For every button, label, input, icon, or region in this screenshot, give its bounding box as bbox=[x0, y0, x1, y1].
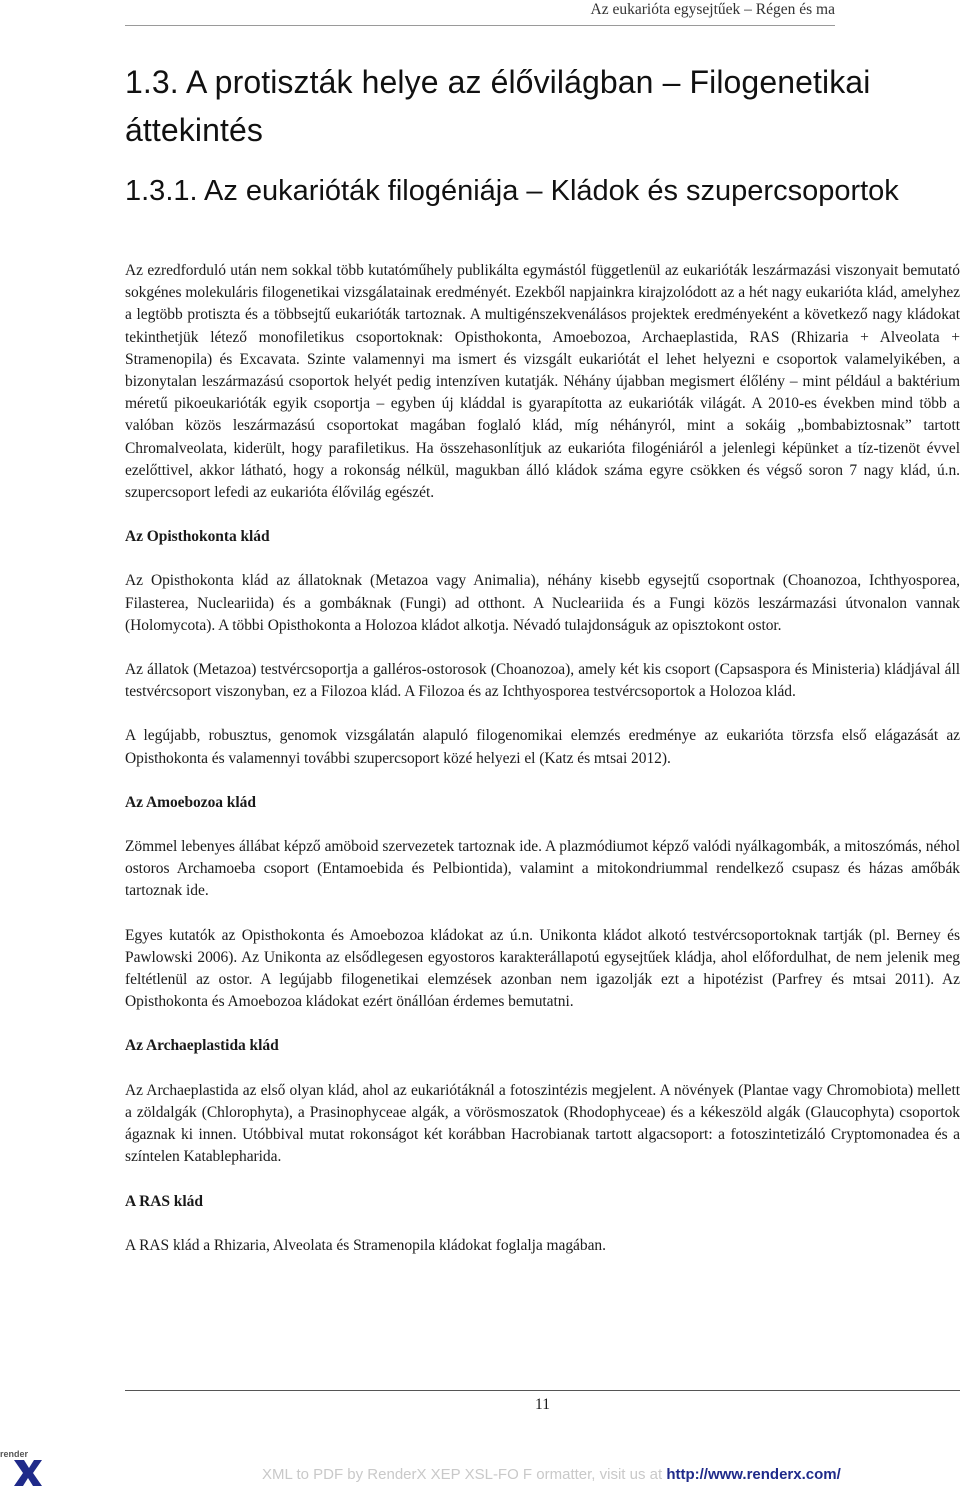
opisthokonta-paragraph-2: Az állatok (Metazoa) testvércsoportja a galléros-ostorosok (Choanozoa), amely két kis csoport (Capsaspora és Ministeria) kládjával áll testvércsoport viszonyban, ez a Filozoa klád. A Filozoa és az Ichthyosporea testvércsoportok a Holozoa klád. bbox=[125, 661, 960, 701]
renderx-footer bbox=[262, 1466, 841, 1483]
opisthokonta-heading: Az Opisthokonta klád bbox=[125, 528, 270, 546]
opisthokonta-paragraph-1: Az Opisthokonta klád az állatoknak (Metazoa vagy Animalia), néhány kisebb egysejtű csoportnak (Choanozoa, Ichthyosporea, Filasterea, Nucleariida) és a gombáknak (Fungi) ad otthont. A Nucleariida és a Fungi közös leszármazási útvonalon vannak (Holomycota). A többi Opisthokonta a Holozoa kládot alkotja. Névadó tulajdonságuk az opisztokont ostor. bbox=[125, 572, 960, 634]
page-number: 11 bbox=[535, 1396, 550, 1413]
ras-heading: A RAS klád bbox=[125, 1192, 203, 1210]
amoebozoa-heading: Az Amoebozoa klád bbox=[125, 793, 256, 811]
section-heading: 1.3. A protiszták helye az élővilágban – Filogenetikai áttekintés bbox=[125, 64, 871, 148]
document-body bbox=[125, 260, 960, 1257]
intro-paragraph: Az ezredforduló után nem sokkal több kutatóműhely publikálta egymástól függetlenül az eukarióták leszármazási viszonyait bemutató sokgénes molekuláris filogenetikai vizsgálatainak eredményét. Ezekből napjainkra kirajzolódott az a hét nagy eukarióta klád, amelyhez a legtöbb protiszta és a többsejtű eukarióták tartoznak. A multigénszekvenálásos projektek eredményeként a következő nagy kládokat tekinthetjük létező monofiletikus csoportoknak: Opisthokonta, Amoebozoa, Archaeplastida, RAS (Rhizaria + Alveolata + Stramenopila) és Excavata. Szinte valamennyi ma ismert és vizsgált eukariótát el lehet helyezni e csoportok valamelyikében, a bizonytalan leszármazású csoportok helyét pedig intenzíven kutatják. Néhány újabban megismert élőlény – mint például a baktérium méretű pikoeukarióták egyik csoportja – egyben új kláddal is gyarapította az eukarióták világát. A 2010-es években mind több a valóban közös leszármazású csoportokat magában foglaló klád, míg néhányról, mint a sokáig „bombabiztosnak” tartott Chromalveolata, kiderült, hogy parafiletikus. Ha összehasonlítjuk az eukarióta filogéniáról a jelenlegi képünket a tíz-tizenöt évvel ezelőttivel, akkor látható, hogy a rokonság nélkül, magukban álló kládok száma egyre csökken és végső soron 7 nagy klád, ú.n. szupercsoport lefedi az eukarióta élővilág egészét. bbox=[125, 262, 960, 502]
amoebozoa-paragraph-1: Zömmel lebenyes állábat képző amöboid szervezetek tartoznak ide. A plazmódiumot képző valódi nyálkagombák, a mitoszómás, néhol ostoros Archamoeba csoport (Entamoebida és Pelbiontida), valamint a mitokondriummal rendelkező csupasz és házas amőbák tartoznak ide. bbox=[125, 838, 960, 900]
archaeplastida-heading: Az Archaeplastida klád bbox=[125, 1037, 279, 1055]
opisthokonta-paragraph-3: A legújabb, robusztus, genomok vizsgálatán alapuló filogenomikai elemzés eredménye az eukarióta törzsfa első elágazását az Opisthokonta és valamennyi további szupercsoport közé helyezi el (Katz és mtsai 2012). bbox=[125, 727, 960, 767]
amoebozoa-paragraph-2: Egyes kutatók az Opisthokonta és Amoebozoa kládokat az ú.n. Unikonta kládot alkotó testvércsoportoknak tartják (pl. Berney és Pawlowski 2006). Az Unikonta az elsődlegesen egyostoros karakterállapotú egysejtűek kládja, ahol előfordulhat, de nem jelenik meg feltétlenül az ostor. A legújabb filogenetikai elemzések azonban nem igazolják ezt a hipotézist (Parfrey és mtsai 2011). Az Opisthokonta és Amoebozoa kládokat ezért önállóan érdemes bemutatni. bbox=[125, 926, 960, 1011]
running-title: Az eukarióta egysejtűek – Régen és ma bbox=[590, 1, 835, 18]
renderx-logo bbox=[0, 1448, 42, 1486]
renderx-link[interactable]: http://www.renderx.com/ bbox=[666, 1466, 841, 1483]
subsection-heading: 1.3.1. Az eukarióták filogéniája – Kládok és szupercsoportok bbox=[125, 175, 899, 207]
running-header bbox=[125, 0, 835, 26]
renderx-logo-icon bbox=[0, 1448, 42, 1486]
renderx-footer-text: XML to PDF by RenderX XEP XSL-FO F ormatter, visit us at bbox=[262, 1466, 663, 1483]
archaeplastida-paragraph-1: Az Archaeplastida az első olyan klád, ahol az eukariótáknál a fotoszintézis megjelent. A növények (Plantae vagy Chromobiota) mellett a zöldalgák (Chlorophyta), a Prasinophyceae algák, a vörösmoszatok (Rhodophyceae) és a kékeszöld algák (Glaucophyta) csoportok ágaznak ki innen. Utóbbival mutat rokonságot két korábban Hacrobianak tartott algacsoport: a fotoszintetizáló Cryptomonadea és a színtelen Katablepharida. bbox=[125, 1081, 960, 1166]
renderx-logo-text: render bbox=[0, 1449, 29, 1459]
footer-divider bbox=[125, 1390, 960, 1391]
ras-paragraph-1: A RAS klád a Rhizaria, Alveolata és Stramenopila kládokat foglalja magában. bbox=[125, 1236, 606, 1254]
